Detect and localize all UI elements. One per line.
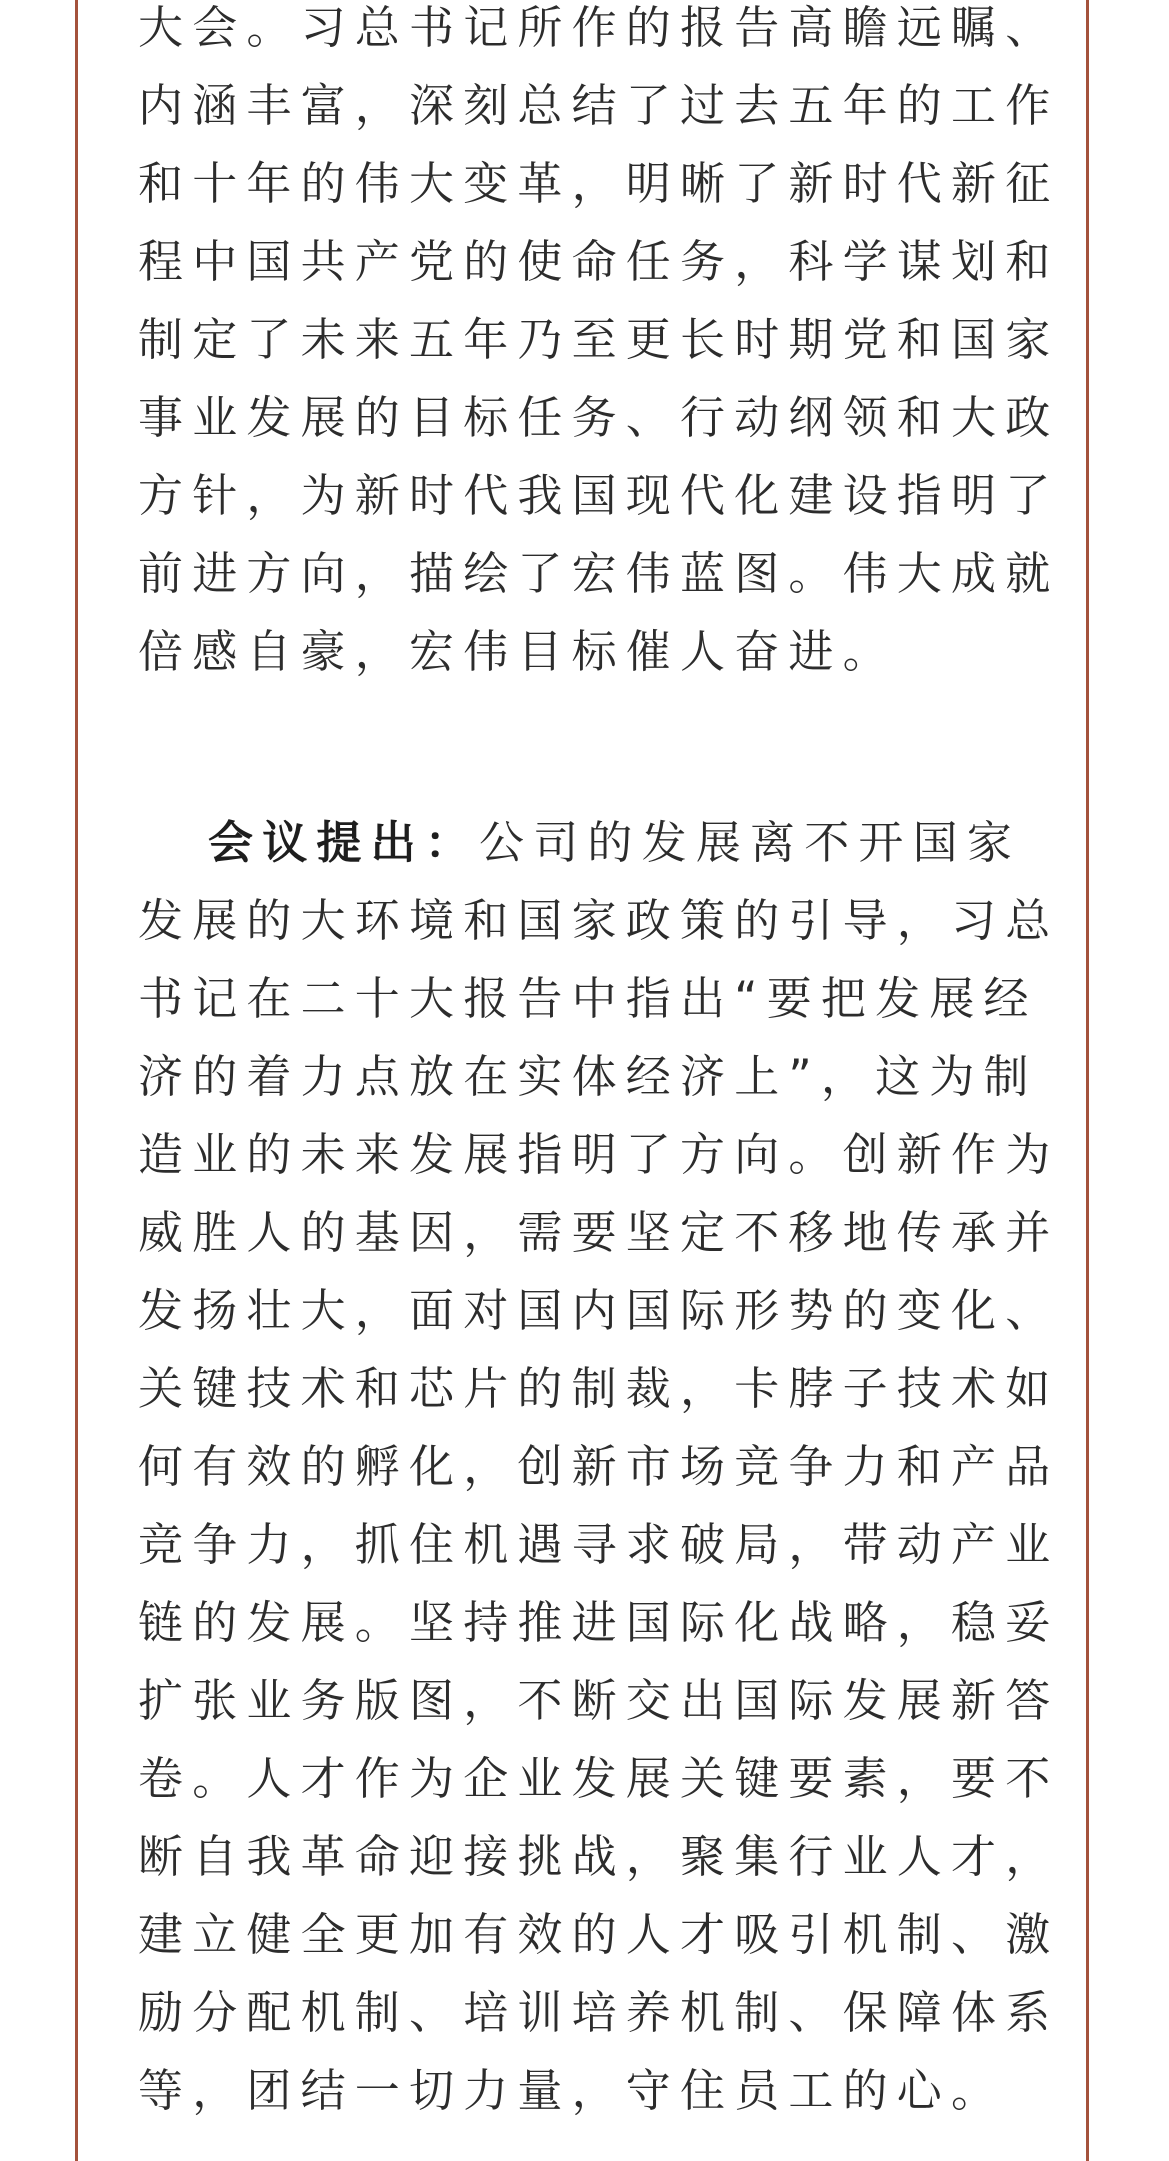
- paragraph-line: 威胜人的基因，需要坚定不移地传承并: [138, 1206, 1060, 1259]
- paragraph-report-summary: [138, 0, 1059, 691]
- paragraph-line: 卷。人才作为企业发展关键要素，要不: [138, 1752, 1060, 1805]
- paragraph-line: 建立健全更加有效的人才吸引机制、激: [138, 1908, 1060, 1961]
- paragraph-line: 何有效的孵化，创新市场竞争力和产品: [138, 1440, 1060, 1493]
- paragraph-line: 造业的未来发展指明了方向。创新作为: [138, 1128, 1060, 1181]
- paragraph-line: 竞争力，抓住机遇寻求破局，带动产业: [138, 1518, 1060, 1571]
- paragraph-line-rest: 公司的发展离不开国家: [479, 816, 1022, 869]
- paragraph-line: 书记在二十大报告中指出“要把发展经: [138, 972, 1038, 1025]
- paragraph-line: 大会。习总书记所作的报告高瞻远瞩、: [138, 1, 1060, 54]
- paragraph-line: 励分配机制、培训培养机制、保障体系: [138, 1986, 1060, 2039]
- paragraph-line: 方针，为新时代我国现代化建设指明了: [138, 469, 1060, 522]
- paragraph-line: 和十年的伟大变革，明晰了新时代新征: [138, 157, 1060, 210]
- paragraph-meeting-proposal: [138, 804, 1059, 2130]
- paragraph-line: 关键技术和芯片的制裁，卡脖子技术如: [138, 1362, 1060, 1415]
- paragraph-line: 内涵丰富，深刻总结了过去五年的工作: [138, 79, 1060, 132]
- paragraph-first-line: [138, 804, 1059, 882]
- paragraph-line: 事业发展的目标任务、行动纲领和大政: [138, 391, 1060, 444]
- paragraph-line: 发扬壮大，面对国内国际形势的变化、: [138, 1284, 1060, 1337]
- paragraph-line: 等，团结一切力量，守住员工的心。: [138, 2064, 1006, 2117]
- paragraph-line: 制定了未来五年乃至更长时期党和国家: [138, 313, 1060, 366]
- paragraph-line: 发展的大环境和国家政策的引导，习总: [138, 894, 1060, 947]
- paragraph-line: 济的着力点放在实体经济上”，这为制: [138, 1050, 1038, 1103]
- paragraph-line: 断自我革命迎接挑战，聚集行业人才，: [138, 1830, 1060, 1883]
- paragraph-line: 倍感自豪，宏伟目标催人奋进。: [138, 625, 897, 678]
- paragraph-line: 程中国共产党的使命任务，科学谋划和: [138, 235, 1060, 288]
- meeting-lead-label: 会议提出：: [208, 816, 480, 869]
- paragraph-line: 链的发展。坚持推进国际化战略，稳妥: [138, 1596, 1060, 1649]
- paragraph-line: 前进方向，描绘了宏伟蓝图。伟大成就: [138, 547, 1060, 600]
- paragraph-line: 扩张业务版图，不断交出国际发展新答: [138, 1674, 1060, 1727]
